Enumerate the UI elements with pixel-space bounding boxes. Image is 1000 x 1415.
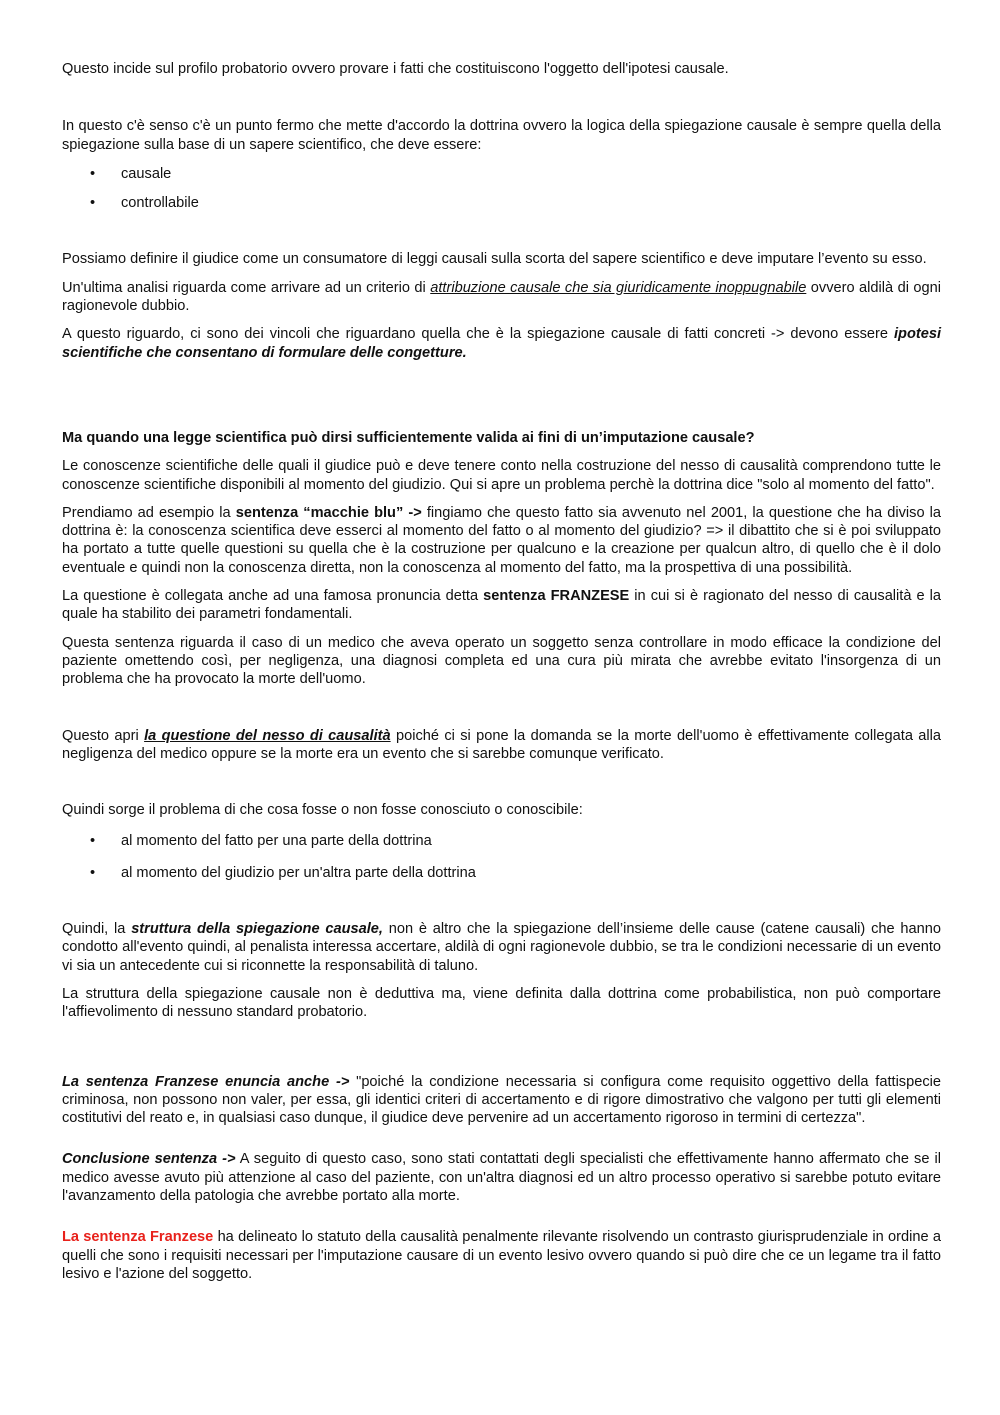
paragraph-9: Questa sentenza riguarda il caso di un medico che aveva operato un soggetto senza controllare in modo efficace la condizione del paziente omettendo così, per negligenza, una diagnosi completa ed una cura più mirata che avrebbe evitato l'insorgenza di un problema che ha provocato la morte dell'uomo.	[62, 634, 941, 688]
underlined-phrase: attribuzione causale che sia giuridicamente inoppugnabile	[430, 279, 807, 296]
bold-phrase: sentenza “macchie blu” ->	[235, 504, 422, 521]
paragraph-10: Questo apri la questione del nesso di causalità poiché ci si pone la domanda se la morte dell'uomo è effettivamente collegata alla negligenza del medico oppure se la morte era un evento che si sarebbe comunque verificato.	[62, 727, 941, 762]
paragraph-15: Conclusione sentenza -> A seguito di questo caso, sono stati contattati degli specialisti che effettivamente hanno affermato che se il medico avesse avuto più attenzione al caso del paziente, con un'altra diagnosi ed un altro processo operativo si sarebbe potuto evitare l'avanzamento della patologia che avrebbe portato alla morte.	[62, 1151, 941, 1204]
list-item: • controllabile	[62, 194, 941, 212]
bold-italic-phrase: ipotesi scientifiche che consentano di formulare delle congetture.	[62, 326, 941, 361]
bullet-list-1	[62, 165, 941, 213]
paragraph-11: Quindi sorge il problema di che cosa fosse o non fosse conosciuto o conoscibile:	[62, 802, 583, 819]
paragraph-12: Quindi, la struttura della spiegazione causale, non è altro che la spiegazione dell’insieme delle cause (catene causali) che hanno condotto all'evento quindi, al penalista interessa accertare, aldilà di ogni ragionevole dubbio, se tra le condizioni necessarie di un evento vi sia un antecedente cui si riconnette la responsabilità di taluno.	[62, 921, 941, 974]
bold-italic-underlined-phrase: la questione del nesso di causalità	[144, 727, 391, 744]
paragraph-2: In questo c'è senso c'è un punto fermo che mette d'accordo la dottrina ovvero la logica della spiegazione causale è sempre quella della spiegazione sulla base di un sapere scientifico, che deve essere:	[62, 118, 941, 153]
paragraph-1: Questo incide sul profilo probatorio ovvero provare i fatti che costituiscono l'oggetto dell'ipotesi causale.	[62, 61, 729, 77]
bold-phrase: sentenza FRANZESE	[483, 588, 630, 605]
bold-italic-phrase: Conclusione sentenza ->	[62, 1151, 236, 1168]
paragraph-4: Un'ultima analisi riguarda come arrivare ad un criterio di attribuzione causale che sia giuridicamente inoppugnabile ovvero aldilà di ogni ragionevole dubbio.	[62, 279, 942, 315]
section-heading: Ma quando una legge scientifica può dirsi sufficientemente valida ai fini di un’imputazione causale?	[62, 429, 755, 446]
bullet-list-2	[62, 832, 941, 882]
paragraph-13: La struttura della spiegazione causale non è deduttiva ma, viene definita dalla dottrina come probabilistica, non può comportare l'affievolimento di nessuno standard probatorio.	[62, 985, 941, 1021]
red-bold-phrase: La sentenza Franzese	[62, 1229, 214, 1246]
paragraph-6: Le conoscenze scientifiche delle quali il giudice può e deve tenere conto nella costruzione del nesso di causalità comprendono tutte le conoscenze scientifiche disponibili al momento del giudizio. Qui si apre un problema perchè la dottrina dice "solo al momento del fatto".	[62, 458, 941, 493]
paragraph-7: Prendiamo ad esempio la sentenza “macchie blu” -> fingiamo che questo fatto sia avvenuto nel 2001, la questione che ha diviso la dottrina è: la conoscenza scientifica deve esserci al momento del fatto o al momento del giudizio? => il dibattito che si è poi sviluppato ha portato a tutte quelle questioni su quella che è la costruzione per qualcuno e la creazione per qualcun altro, di quello che è il dolo eventuale e quindi non la conoscenza diretta, non la conoscenza al momento del fatto, ma la prospettiva di una possibilità.	[62, 504, 942, 576]
paragraph-5: A questo riguardo, ci sono dei vincoli che riguardano quella che è la spiegazione causale di fatti concreti -> devono essere ipotesi scientifiche che consentano di formulare delle congetture.	[62, 326, 941, 361]
paragraph-16: La sentenza Franzese ha delineato lo statuto della causalità penalmente rilevante risolvendo un contrasto giurisprudenziale in ordine a quelli che sono i requisiti necessari per l'imputazione causare di un evento lesivo ovvero quando si può dire che ce un legame tra il fatto lesivo e l'azione del soggetto.	[62, 1229, 941, 1282]
list-item: • al momento del fatto per una parte della dottrina	[62, 832, 941, 850]
bold-italic-phrase: struttura della spiegazione causale,	[131, 921, 383, 938]
list-item: • al momento del giudizio per un'altra parte della dottrina	[62, 864, 941, 882]
bold-italic-phrase: La sentenza Franzese enuncia anche ->	[62, 1073, 350, 1090]
paragraph-14: La sentenza Franzese enuncia anche -> "poiché la condizione necessaria si configura come requisito oggettivo della fattispecie criminosa, non possono non valer, per essa, gli identici criteri di accertamento e di rigore dimostrativo che valgono per tutti gli elementi costitutivi del reato e, in qualsiasi caso dunque, il giudice deve pervenire ad un accertamento rigoroso in termini di certezza".	[62, 1073, 941, 1127]
list-item: • causale	[62, 165, 941, 183]
paragraph-8: La questione è collegata anche ad una famosa pronuncia detta sentenza FRANZESE in cui si è ragionato del nesso di causalità e la quale ha stabilito dei parametri fondamentali.	[62, 588, 941, 623]
document-page	[62, 60, 941, 1283]
paragraph-3: Possiamo definire il giudice come un consumatore di leggi causali sulla scorta del sapere scientifico e deve imputare l’evento su esso.	[62, 251, 927, 268]
